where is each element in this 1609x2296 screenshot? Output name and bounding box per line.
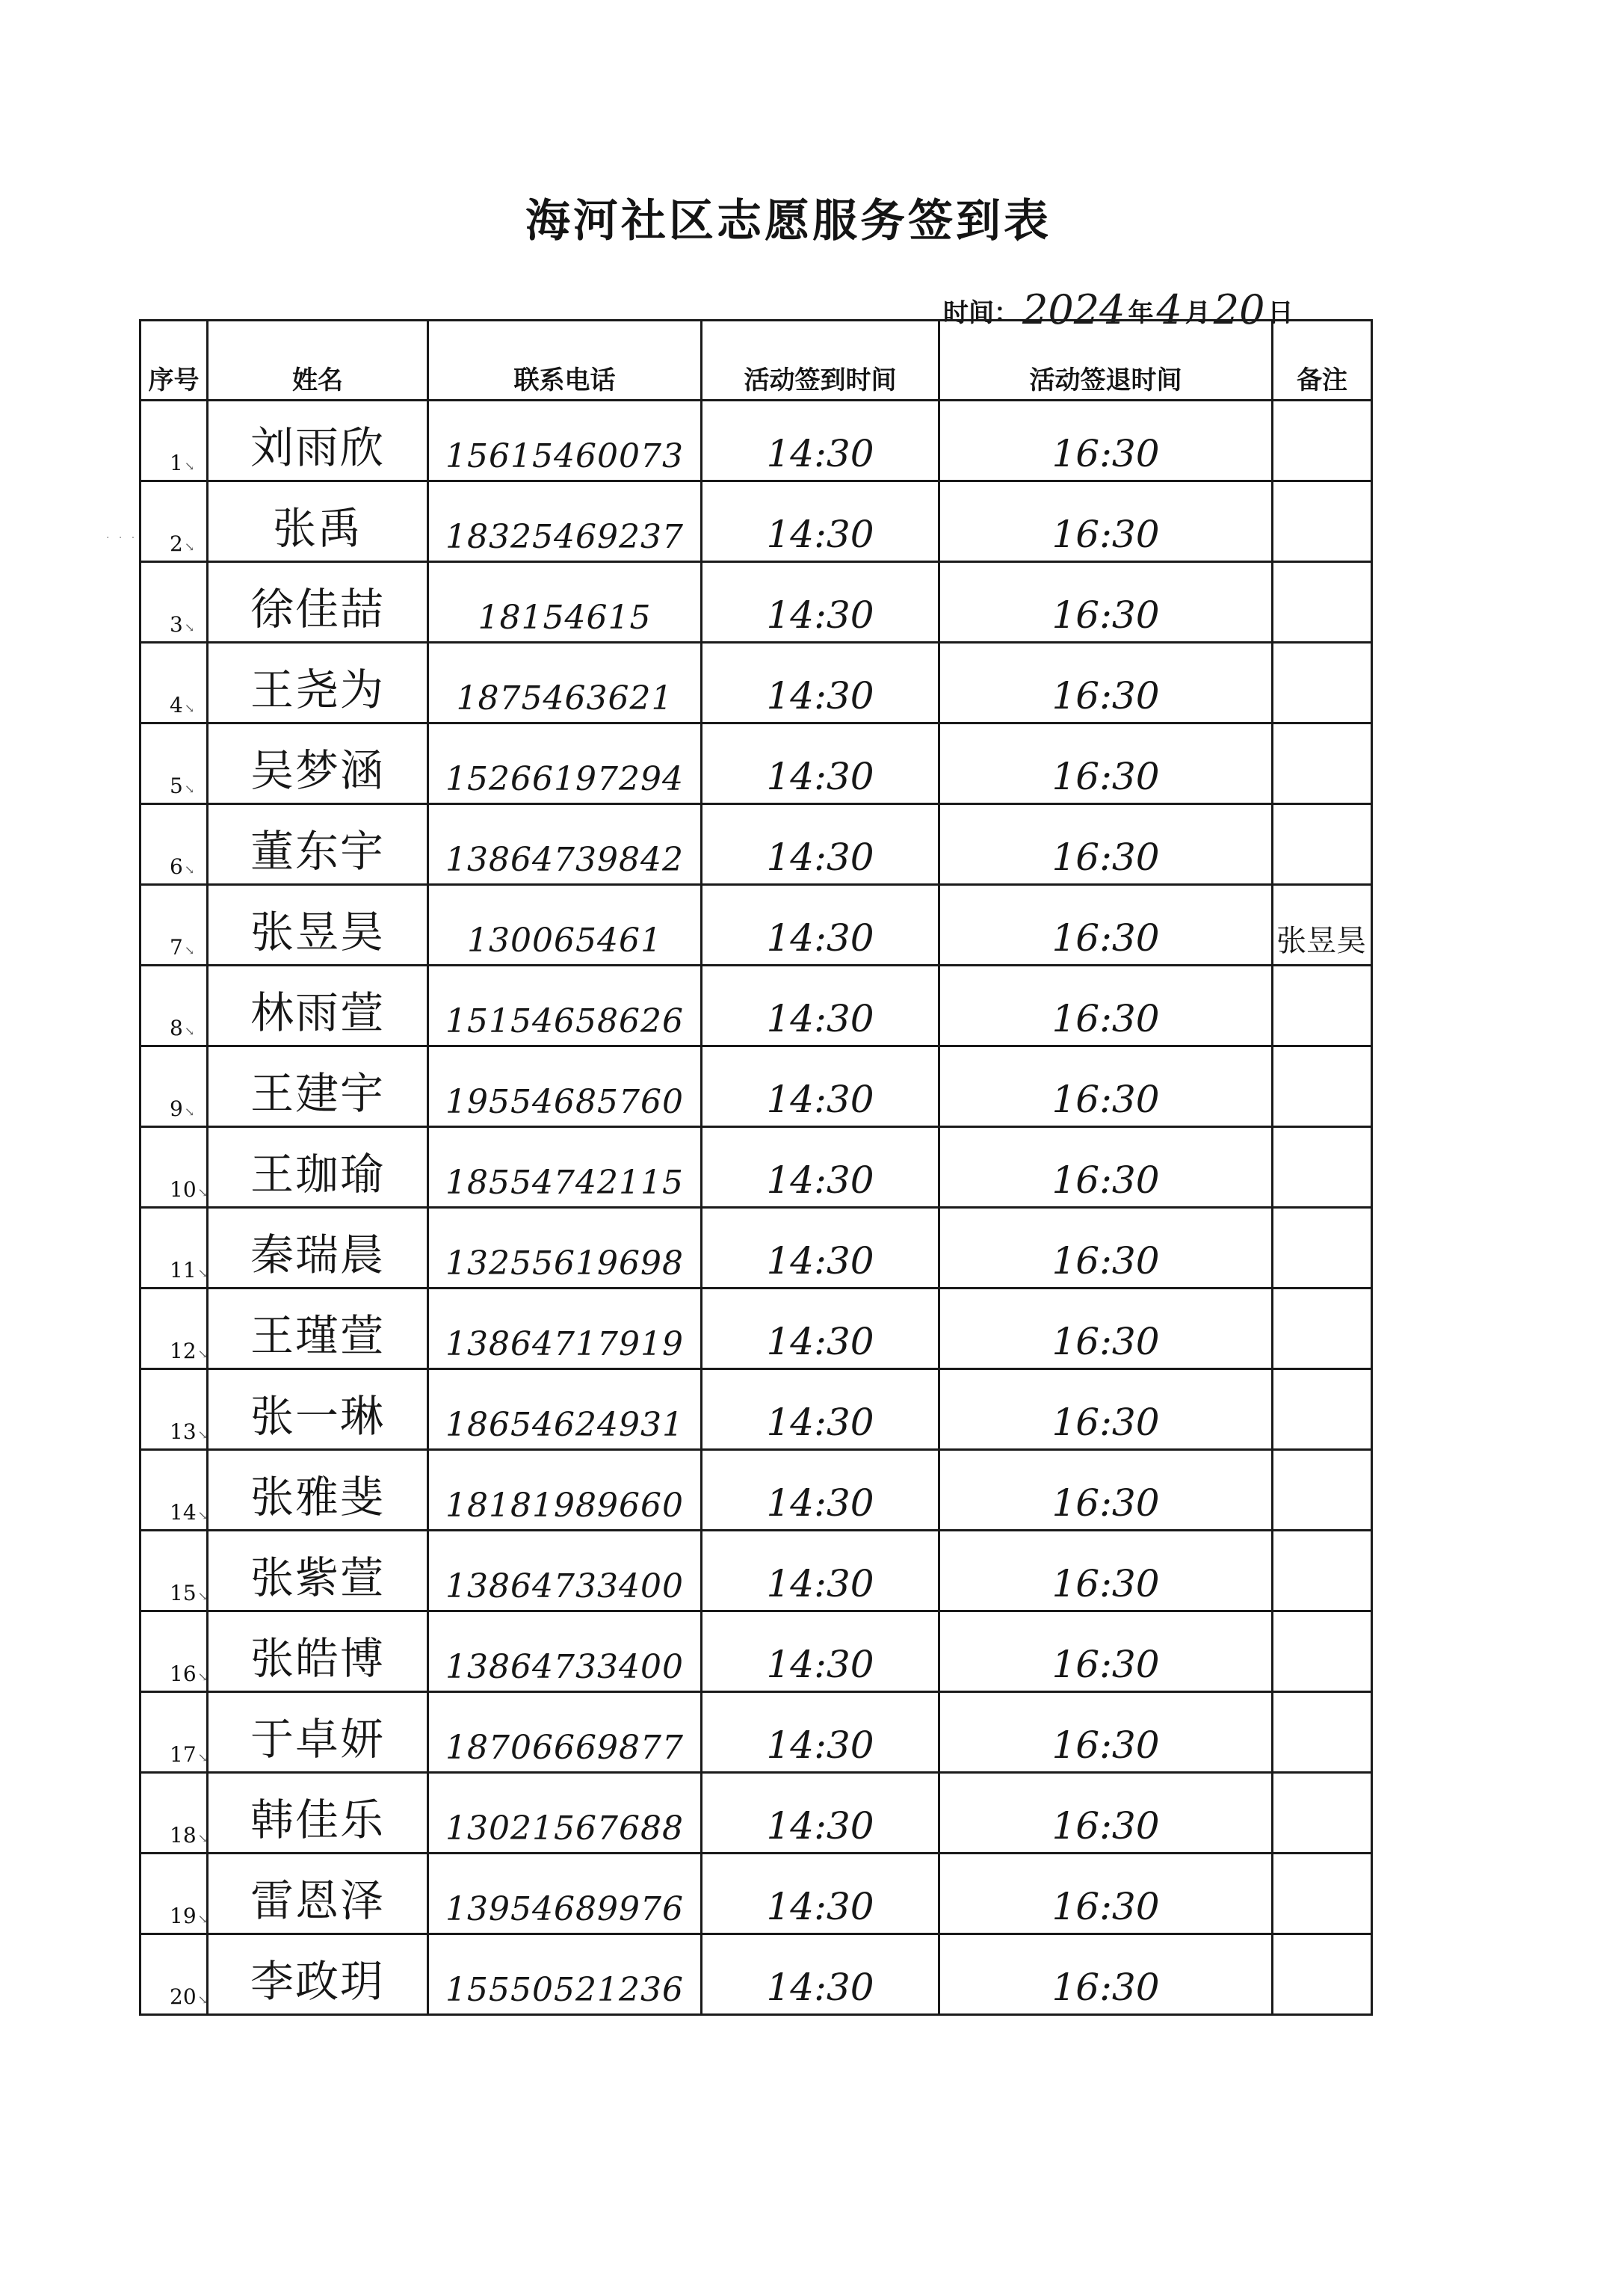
- cell-note: [1273, 481, 1372, 562]
- seq-number: 13 ↘: [170, 1419, 208, 1444]
- cell-sign-in-time: 14:30: [702, 1531, 939, 1611]
- header-sign-in-time: 活动签到时间: [702, 321, 939, 401]
- date-label: 时间：: [943, 298, 1019, 328]
- cell-seq: [140, 562, 208, 643]
- cell-sign-in-time: 14:30: [702, 1208, 939, 1289]
- cell-phone: 13021567688: [428, 1773, 702, 1854]
- cell-note: [1273, 1289, 1372, 1369]
- date-year-unit: 年: [1128, 298, 1154, 328]
- date-year: 2024: [1022, 286, 1125, 333]
- cell-seq: [140, 804, 208, 885]
- cell-name: 王建宇: [208, 1046, 428, 1127]
- cell-phone: 18181989660: [428, 1450, 702, 1531]
- cell-phone: 15154658626: [428, 966, 702, 1046]
- seq-number: 5 ↘: [170, 774, 194, 798]
- table-row: [140, 401, 1372, 481]
- table-header-row: [140, 321, 1372, 401]
- cell-note: [1273, 1934, 1372, 2015]
- cell-sign-out-time: 16:30: [939, 1854, 1273, 1934]
- cell-sign-in-time: 14:30: [702, 481, 939, 562]
- cell-name: 吴梦涵: [208, 723, 428, 804]
- cell-sign-out-time: 16:30: [939, 804, 1273, 885]
- cell-phone: 15615460073: [428, 401, 702, 481]
- cell-seq: [140, 1208, 208, 1289]
- cell-sign-out-time: 16:30: [939, 1450, 1273, 1531]
- cell-name: 张禹: [208, 481, 428, 562]
- seq-number: 11 ↘: [170, 1258, 208, 1283]
- cell-note: [1273, 1531, 1372, 1611]
- header-phone: 联系电话: [428, 321, 702, 401]
- seq-number: 7 ↘: [170, 935, 194, 960]
- table-row: [140, 723, 1372, 804]
- cell-name: 王珈瑜: [208, 1127, 428, 1208]
- cell-name: 张紫萱: [208, 1531, 428, 1611]
- cell-note: [1273, 1854, 1372, 1934]
- cell-name: 王瑾萱: [208, 1289, 428, 1369]
- cell-phone: 13954689976: [428, 1854, 702, 1934]
- cell-sign-out-time: 16:30: [939, 885, 1273, 966]
- cell-sign-out-time: 16:30: [939, 1531, 1273, 1611]
- cell-note: [1273, 1692, 1372, 1773]
- cell-sign-in-time: 14:30: [702, 643, 939, 723]
- cell-name: 于卓妍: [208, 1692, 428, 1773]
- cell-note: [1273, 562, 1372, 643]
- seq-number: 14 ↘: [170, 1500, 208, 1525]
- cell-sign-in-time: 14:30: [702, 804, 939, 885]
- cell-name: 张雅斐: [208, 1450, 428, 1531]
- seq-number: 10 ↘: [170, 1177, 208, 1202]
- cell-seq: [140, 1611, 208, 1692]
- cell-seq: [140, 723, 208, 804]
- cell-phone: 18325469237: [428, 481, 702, 562]
- cell-sign-out-time: 16:30: [939, 966, 1273, 1046]
- cell-name: 秦瑞晨: [208, 1208, 428, 1289]
- cell-sign-out-time: 16:30: [939, 1046, 1273, 1127]
- header-seq: 序号: [140, 321, 208, 401]
- cell-phone: 15266197294: [428, 723, 702, 804]
- cell-sign-out-time: 16:30: [939, 643, 1273, 723]
- cell-note: [1273, 401, 1372, 481]
- seq-number: 2 ↘: [170, 531, 194, 556]
- cell-sign-out-time: 16:30: [939, 1208, 1273, 1289]
- cell-phone: 18706669877: [428, 1692, 702, 1773]
- cell-sign-out-time: 16:30: [939, 723, 1273, 804]
- cell-sign-in-time: 14:30: [702, 1773, 939, 1854]
- sheet-title: 海河社区志愿服务签到表: [525, 195, 1051, 247]
- cell-name: 张一琳: [208, 1369, 428, 1450]
- seq-number: 12 ↘: [170, 1339, 208, 1363]
- cell-phone: 13864733400: [428, 1531, 702, 1611]
- cell-phone: 18554742115: [428, 1127, 702, 1208]
- cell-sign-in-time: 14:30: [702, 1692, 939, 1773]
- date-day: 20: [1213, 286, 1265, 333]
- scan-mark: · · ·: [106, 532, 138, 544]
- cell-seq: [140, 643, 208, 723]
- table-body: [140, 401, 1372, 2015]
- table-row: [140, 1450, 1372, 1531]
- date-month: 4: [1156, 286, 1182, 333]
- cell-name: 张昱昊: [208, 885, 428, 966]
- cell-note: [1273, 1208, 1372, 1289]
- table-row: [140, 1934, 1372, 2015]
- cell-note: [1273, 1611, 1372, 1692]
- cell-name: 张皓博: [208, 1611, 428, 1692]
- seq-number: 20 ↘: [170, 1984, 208, 2009]
- table-row: [140, 1289, 1372, 1369]
- cell-name: 林雨萱: [208, 966, 428, 1046]
- cell-sign-out-time: 16:30: [939, 562, 1273, 643]
- cell-note: 张昱昊: [1273, 885, 1372, 966]
- seq-number: 1 ↘: [170, 451, 194, 475]
- cell-sign-out-time: 16:30: [939, 481, 1273, 562]
- table-row: [140, 966, 1372, 1046]
- seq-number: 8 ↘: [170, 1016, 194, 1040]
- cell-phone: 18654624931: [428, 1369, 702, 1450]
- cell-note: [1273, 1046, 1372, 1127]
- cell-note: [1273, 966, 1372, 1046]
- cell-sign-out-time: 16:30: [939, 401, 1273, 481]
- cell-sign-out-time: 16:30: [939, 1773, 1273, 1854]
- header-note: 备注: [1273, 321, 1372, 401]
- table-row: [140, 1127, 1372, 1208]
- table-row: [140, 1046, 1372, 1127]
- cell-sign-out-time: 16:30: [939, 1369, 1273, 1450]
- cell-sign-in-time: 14:30: [702, 1289, 939, 1369]
- cell-phone: 13255619698: [428, 1208, 702, 1289]
- cell-sign-in-time: 14:30: [702, 885, 939, 966]
- table-row: [140, 1531, 1372, 1611]
- seq-number: 18 ↘: [170, 1823, 208, 1848]
- cell-sign-out-time: 16:30: [939, 1289, 1273, 1369]
- sign-in-table: [139, 319, 1373, 2016]
- table-row: [140, 1369, 1372, 1450]
- table-row: [140, 885, 1372, 966]
- cell-note: [1273, 1369, 1372, 1450]
- cell-seq: [140, 401, 208, 481]
- cell-seq: [140, 1531, 208, 1611]
- cell-sign-in-time: 14:30: [702, 723, 939, 804]
- table-row: [140, 1208, 1372, 1289]
- cell-seq: [140, 1450, 208, 1531]
- cell-note: [1273, 723, 1372, 804]
- cell-sign-in-time: 14:30: [702, 1854, 939, 1934]
- table-row: [140, 643, 1372, 723]
- seq-number: 3 ↘: [170, 612, 194, 637]
- cell-seq: [140, 1046, 208, 1127]
- cell-phone: 130065461: [428, 885, 702, 966]
- cell-sign-in-time: 14:30: [702, 1127, 939, 1208]
- cell-name: 徐佳喆: [208, 562, 428, 643]
- cell-phone: 18154615: [428, 562, 702, 643]
- header-sign-out-time: 活动签退时间: [939, 321, 1273, 401]
- cell-sign-in-time: 14:30: [702, 1934, 939, 2015]
- cell-name: 李政玥: [208, 1934, 428, 2015]
- cell-note: [1273, 1127, 1372, 1208]
- table-row: [140, 1611, 1372, 1692]
- cell-name: 刘雨欣: [208, 401, 428, 481]
- seq-number: 4 ↘: [170, 693, 194, 718]
- seq-number: 9 ↘: [170, 1096, 194, 1121]
- cell-sign-in-time: 14:30: [702, 1450, 939, 1531]
- header-name: 姓名: [208, 321, 428, 401]
- seq-number: 16 ↘: [170, 1661, 208, 1686]
- cell-phone: 1875463621: [428, 643, 702, 723]
- cell-name: 雷恩泽: [208, 1854, 428, 1934]
- cell-phone: 13864739842: [428, 804, 702, 885]
- date-day-unit: 日: [1267, 298, 1294, 328]
- table-row: [140, 1773, 1372, 1854]
- cell-sign-in-time: 14:30: [702, 1369, 939, 1450]
- seq-number: 15 ↘: [170, 1581, 208, 1605]
- table-row: [140, 1692, 1372, 1773]
- cell-seq: [140, 1934, 208, 2015]
- cell-sign-out-time: 16:30: [939, 1934, 1273, 2015]
- cell-seq: [140, 481, 208, 562]
- seq-number: 6 ↘: [170, 854, 194, 879]
- cell-name: 董东宇: [208, 804, 428, 885]
- table-row: [140, 481, 1372, 562]
- cell-seq: [140, 1369, 208, 1450]
- cell-phone: 13864717919: [428, 1289, 702, 1369]
- cell-sign-in-time: 14:30: [702, 401, 939, 481]
- cell-seq: [140, 1127, 208, 1208]
- cell-seq: [140, 1773, 208, 1854]
- seq-number: 19 ↘: [170, 1904, 208, 1928]
- table-row: [140, 1854, 1372, 1934]
- cell-name: 王尧为: [208, 643, 428, 723]
- cell-note: [1273, 643, 1372, 723]
- cell-sign-out-time: 16:30: [939, 1692, 1273, 1773]
- cell-sign-in-time: 14:30: [702, 966, 939, 1046]
- seq-number: 17 ↘: [170, 1742, 208, 1767]
- cell-note: [1273, 804, 1372, 885]
- cell-sign-out-time: 16:30: [939, 1127, 1273, 1208]
- cell-sign-out-time: 16:30: [939, 1611, 1273, 1692]
- cell-note: [1273, 1450, 1372, 1531]
- table-row: [140, 804, 1372, 885]
- cell-seq: [140, 1289, 208, 1369]
- cell-note: [1273, 1773, 1372, 1854]
- cell-sign-in-time: 14:30: [702, 1611, 939, 1692]
- table-row: [140, 562, 1372, 643]
- cell-phone: 15550521236: [428, 1934, 702, 2015]
- cell-seq: [140, 885, 208, 966]
- cell-name: 韩佳乐: [208, 1773, 428, 1854]
- cell-sign-in-time: 14:30: [702, 1046, 939, 1127]
- cell-sign-in-time: 14:30: [702, 562, 939, 643]
- cell-seq: [140, 1854, 208, 1934]
- cell-phone: 13864733400: [428, 1611, 702, 1692]
- cell-seq: [140, 1692, 208, 1773]
- date-month-unit: 月: [1185, 298, 1211, 328]
- cell-phone: 19554685760: [428, 1046, 702, 1127]
- cell-seq: [140, 966, 208, 1046]
